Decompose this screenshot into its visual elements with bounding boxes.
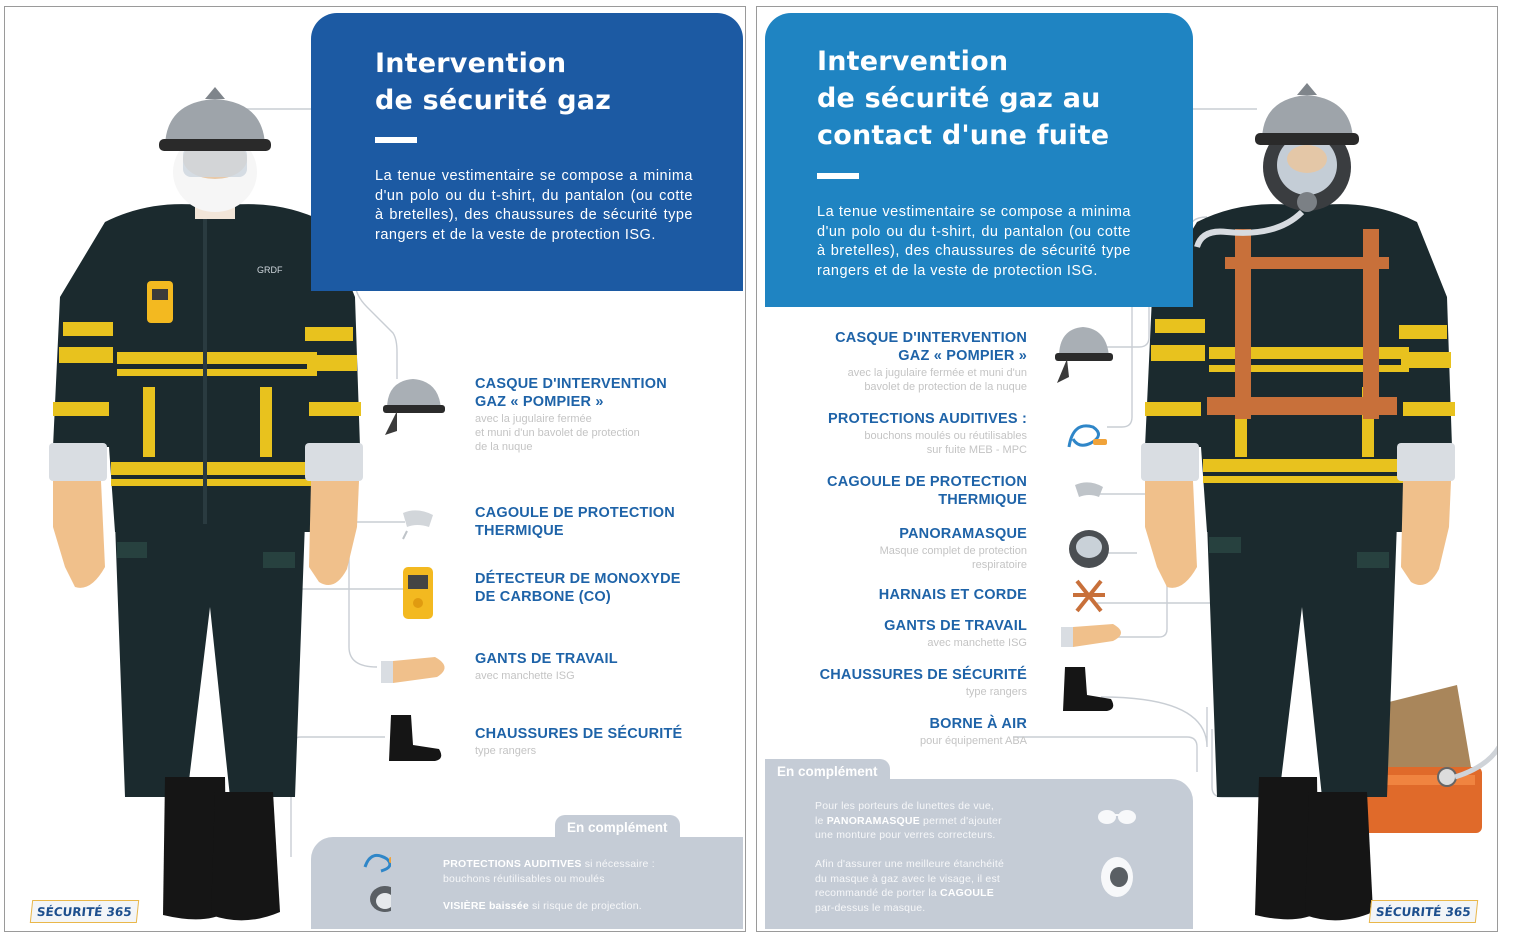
item-subtitle: type rangers: [965, 686, 1027, 698]
complement-text: une monture pour verres correcteurs.: [815, 829, 996, 841]
item-title: CHAUSSURES DE SÉCURITÉ: [819, 667, 1027, 683]
hood-icon: [1075, 482, 1103, 497]
item-chaussures: [767, 666, 1027, 699]
item-subtitle: avec manchette ISG: [927, 637, 1027, 649]
page-title: [817, 43, 1109, 154]
complement-line-1: [443, 857, 733, 886]
item-title: GANTS DE TRAVAIL: [884, 618, 1027, 634]
item-subtitle: sur fuite MEB - MPC: [926, 444, 1027, 456]
item-casque: [767, 329, 1027, 394]
item-title: PROTECTIONS AUDITIVES :: [827, 411, 1027, 427]
item-title: THERMIQUE: [938, 492, 1027, 508]
item-subtitle: bouchons moulés ou réutilisables: [864, 430, 1027, 442]
glove-icon: [381, 657, 445, 683]
item-chaussures: [475, 725, 682, 758]
hood-icon: [403, 510, 433, 539]
item-title: BORNE À AIR: [929, 716, 1027, 732]
complement-icons: [765, 779, 1193, 929]
item-title: CHAUSSURES DE SÉCURITÉ: [475, 726, 683, 742]
item-title: CASQUE D'INTERVENTION: [835, 330, 1027, 346]
co-detector-icon: [403, 567, 433, 619]
poster-intervention-contact-fuite: [756, 6, 1498, 932]
item-title: DE CARBONE (CO): [475, 589, 611, 605]
item-title: GANTS DE TRAVAIL: [475, 651, 618, 667]
brand-badge: SÉCURITÉ 365: [1369, 900, 1478, 923]
poster-intervention-securite-gaz: [4, 6, 746, 932]
item-title: GAZ « POMPIER »: [898, 348, 1027, 364]
item-borne-air: [767, 715, 1027, 748]
item-title: CASQUE D'INTERVENTION: [475, 376, 667, 392]
boot-icon: [389, 715, 441, 761]
earplugs-icon: [365, 855, 391, 871]
complement-text: du masque à gaz avec le visage, il est: [815, 872, 1001, 885]
complement-text: Afin d'assurer une meilleure étanchéité: [815, 858, 1004, 870]
brand-badge: SÉCURITÉ 365: [30, 900, 139, 923]
complement-tab: En complément: [555, 815, 680, 838]
title-line-3: contact d'une fuite: [817, 120, 1110, 151]
item-subtitle: bavolet de protection de la nuque: [864, 381, 1027, 393]
glasses-icon: [1098, 810, 1136, 824]
header-block: [765, 13, 1193, 307]
item-subtitle: avec la jugulaire fermée: [475, 413, 592, 425]
item-subtitle: et muni d'un bavolet de protection: [475, 427, 640, 439]
complement-box: [311, 820, 743, 929]
complement-bold: VISIÈRE baissée: [443, 900, 529, 912]
item-subtitle: pour équipement ABA: [919, 735, 1027, 747]
item-title: PANORAMASQUE: [899, 526, 1027, 542]
full-face-mask-icon: [1069, 530, 1109, 568]
complement-box: [765, 764, 1193, 929]
item-cagoule: [475, 504, 675, 540]
item-harnais: [767, 586, 1027, 604]
item-subtitle: type rangers: [475, 745, 537, 757]
intro-text: La tenue vestimentaire se compose a minima d'un polo ou du t-shirt, du pantalon (ou cotte à bretelles), des chaussures de sécurité type rangers et de la veste de protection ISG.: [817, 204, 1131, 279]
item-panoramasque: [767, 525, 1027, 572]
complement-text: par-dessus le masque.: [815, 901, 926, 914]
item-title: GAZ « POMPIER »: [475, 394, 604, 410]
visor-helmet-icon: [370, 886, 391, 912]
item-title: THERMIQUE: [475, 523, 564, 539]
item-subtitle: avec manchette ISG: [475, 670, 575, 682]
svg-text:GRDF: GRDF: [257, 265, 283, 275]
title-line-2: de sécurité gaz: [375, 85, 612, 116]
complement-text: si risque de projection.: [528, 900, 642, 912]
title-line-2: de sécurité gaz au: [817, 83, 1101, 114]
title-underline: [375, 137, 417, 143]
header-block: [311, 13, 743, 291]
item-title: CAGOULE DE PROTECTION: [475, 505, 675, 521]
item-title: CAGOULE DE PROTECTION: [827, 474, 1027, 490]
item-casque: [475, 375, 667, 454]
helmet-icon: [383, 379, 445, 435]
complement-text: si nécessaire :: [581, 858, 655, 870]
title-line-1: Intervention: [817, 46, 1009, 77]
complement-text: Pour les porteurs de lunettes de vue,: [815, 800, 995, 812]
harness-icon: [1073, 581, 1105, 611]
complement-icons: [311, 837, 391, 929]
item-protections-auditives: [767, 410, 1027, 457]
helmet-icon: [1055, 327, 1113, 383]
co-detector-worn: [147, 281, 173, 323]
item-gants: [767, 617, 1027, 650]
complement-bold: CAGOULE: [940, 887, 994, 899]
complement-text: bouchons réutilisables ou moulés: [443, 872, 605, 885]
hooded-mask-icon: [1101, 857, 1133, 897]
item-subtitle: avec la jugulaire fermée et muni d'un: [847, 367, 1027, 379]
title-underline: [817, 173, 859, 179]
item-gants: [475, 650, 618, 683]
complement-bold: PANORAMASQUE: [826, 814, 920, 827]
complement-tab: En complément: [765, 759, 890, 782]
item-detecteur: [475, 570, 681, 606]
item-title: DÉTECTEUR DE MONOXYDE: [475, 571, 681, 587]
item-title: HARNAIS ET CORDE: [878, 587, 1027, 603]
complement-bold: PROTECTIONS AUDITIVES: [443, 858, 582, 870]
page-title: [375, 45, 611, 119]
intro-text: La tenue vestimentaire se compose a minima d'un polo ou du t-shirt, du pantalon (ou cotte à bretelles), des chaussures de sécurité type rangers et de la veste de protection ISG.: [375, 168, 693, 243]
complement-line-2: [443, 899, 733, 914]
complement-text: recommandé de porter la: [815, 887, 941, 899]
item-subtitle: respiratoire: [971, 559, 1027, 571]
title-line-1: Intervention: [375, 48, 567, 79]
earplugs-icon: [1069, 426, 1107, 447]
item-cagoule: [767, 473, 1027, 509]
item-subtitle: de la nuque: [475, 441, 533, 453]
complement-text: permet d'ajouter: [919, 814, 1002, 827]
complement-text: le: [815, 814, 827, 827]
glove-icon: [1061, 624, 1121, 647]
item-subtitle: Masque complet de protection: [879, 545, 1027, 557]
boot-icon: [1063, 667, 1113, 711]
